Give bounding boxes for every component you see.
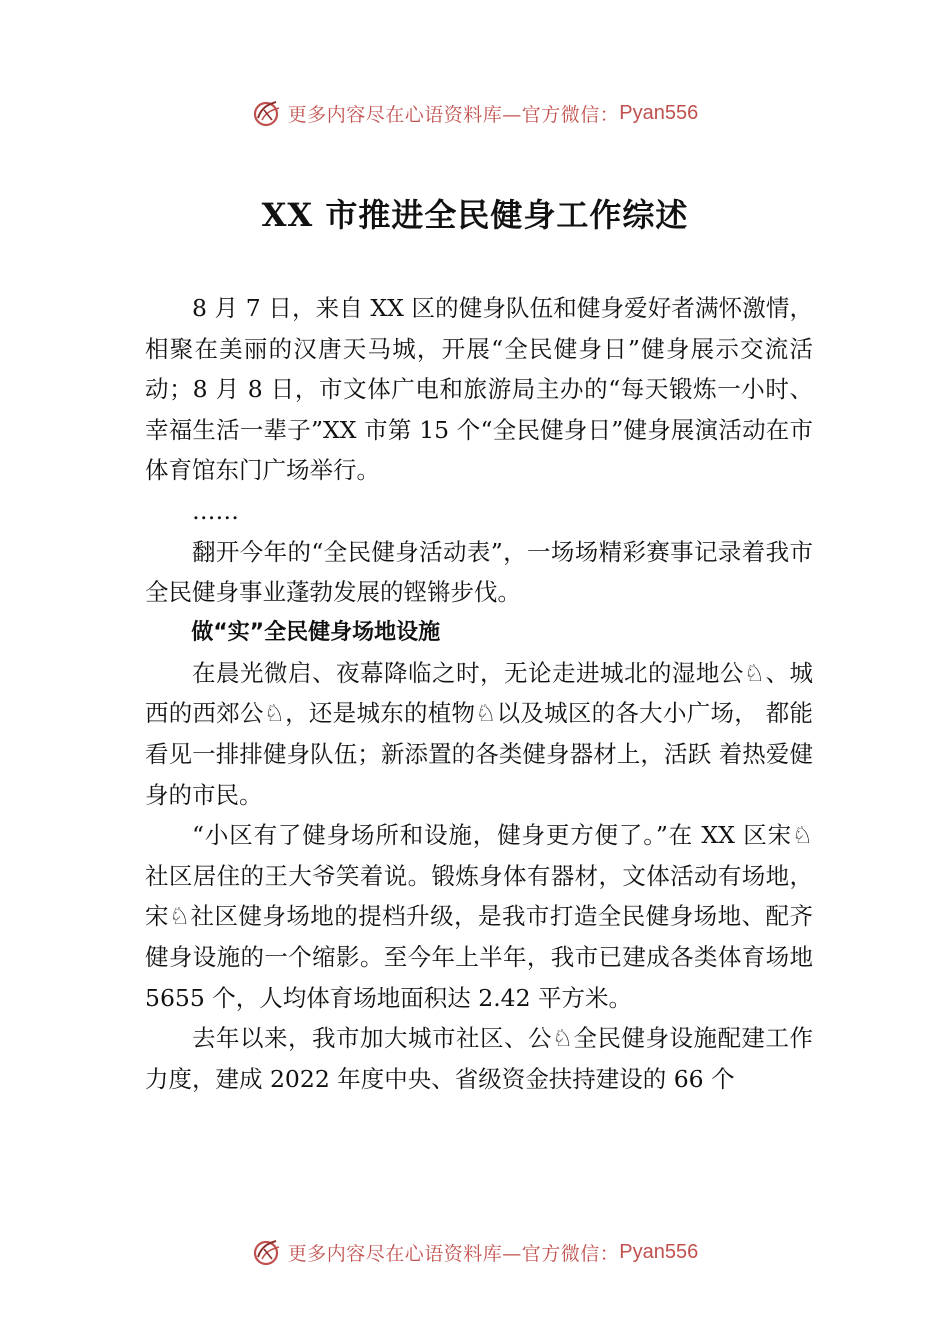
ellipsis-paragraph: …… (192, 496, 239, 525)
footer-banner (0, 1232, 950, 1272)
banner-wechat-id: Pyan556 (619, 101, 699, 124)
section-heading: 做“实”全民健身场地设施 (191, 619, 441, 645)
signature-logo-icon (252, 1237, 282, 1267)
header-banner (0, 93, 950, 133)
paragraph: 去年以来，我市加大城市社区、公♘全民健身设施配建工作力度，建成 2022 年度中央、省级资金扶持建设的 66 个 (145, 1024, 813, 1093)
signature-logo-icon (252, 98, 282, 128)
document-title: XX 市推进全民健身工作综述 (261, 196, 689, 234)
banner-text: 更多内容尽在心语资料库—官方微信： (287, 1242, 620, 1265)
banner-wechat-id: Pyan556 (619, 1240, 699, 1263)
document-body (145, 288, 813, 1099)
banner-text: 更多内容尽在心语资料库—官方微信： (287, 103, 620, 126)
paragraph: “小区有了健身场所和设施，健身更方便了。”在 XX 区宋♘社区居住的王大爷笑着说。锻炼身体有器材，文体活动有场地，宋♘社区健身场地的提档升级，是我市打造全民健身场地、配齐健身设施的一个缩影。至今年上半年，我市已建成各类体育场地 5655 个，人均体育场地面积达 2.42 平方米。 (145, 821, 813, 1012)
paragraph: 8 月 7 日，来自 XX 区的健身队伍和健身爱好者满怀激情，相聚在美丽的汉唐天马城，开展“全民健身日”健身展示交流活动；8 月 8 日，市文体广电和旅游局主办的“每天锻炼一小时、幸福生活一辈子”XX 市第 15 个“全民健身日”健身展演活动在市体育馆东门广场举行。 (145, 294, 813, 485)
paragraph: 在晨光微启、夜幕降临之时，无论走进城北的湿地公♘、城西的西郊公♘，还是城东的植物♘以及城区的各大小广场， 都能看见一排排健身队伍；新添置的各类健身器材上，活跃 着热爱健身的市民。 (145, 658, 813, 809)
paragraph: 翻开今年的“全民健身活动表”，一场场精彩赛事记录着我市全民健身事业蓬勃发展的铿锵步伐。 (145, 537, 813, 607)
